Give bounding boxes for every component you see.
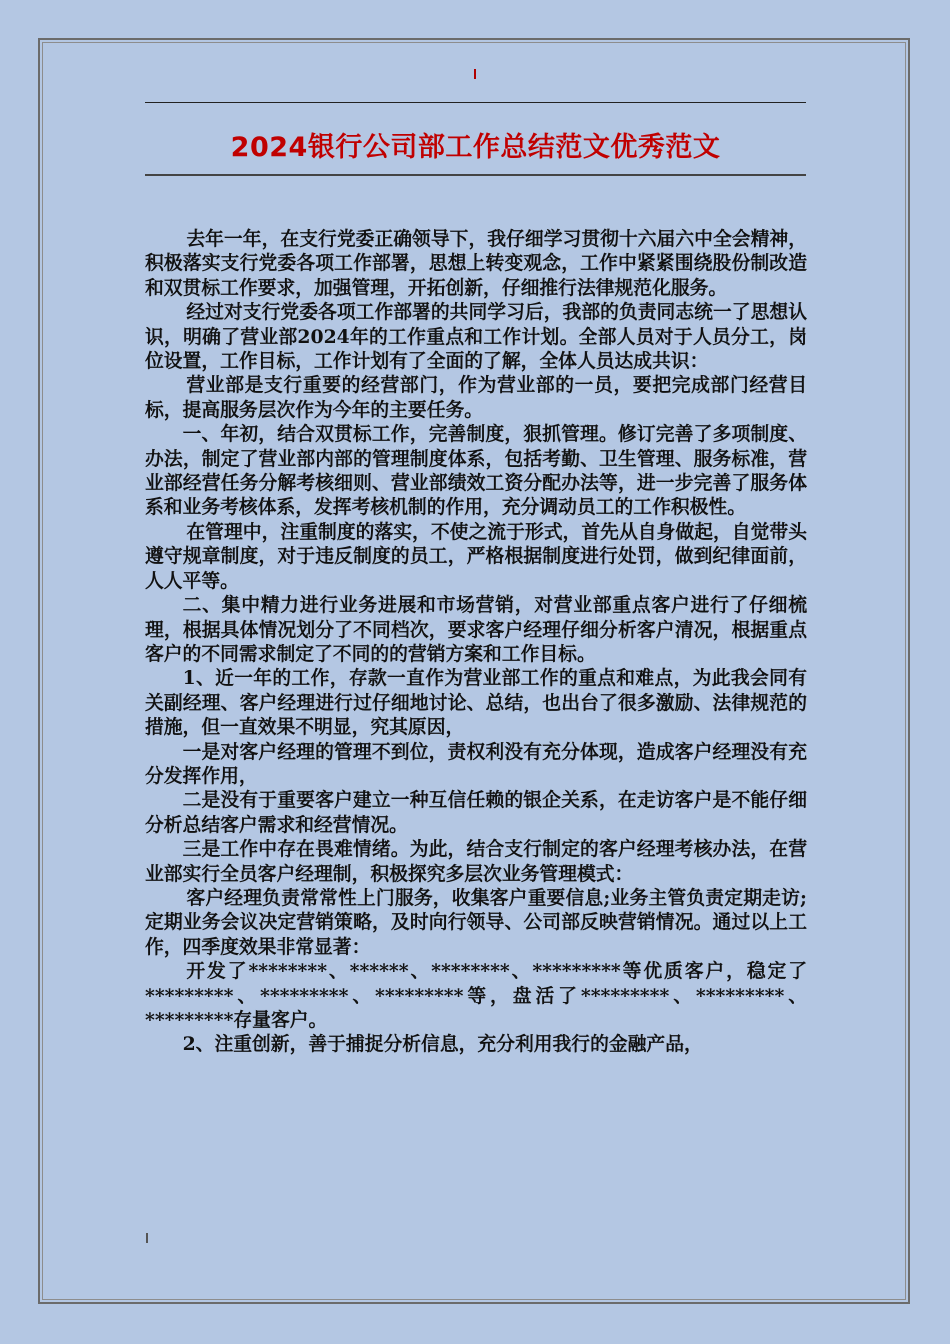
document-body xyxy=(145,227,807,1057)
paragraph: 客户经理负责常常性上门服务，收集客户重要信息;业务主管负责定期走访;定期业务会议决定营销策略，及时向行领导、公司部反映营销情况。通过以上工作，四季度效果非常显著： xyxy=(145,886,807,958)
paragraph: 2、注重创新，善于捕捉分析信息，充分利用我行的金融产品， xyxy=(182,1033,703,1056)
paragraph: 去年一年，在支行党委正确领导下，我仔细学习贯彻十六届六中全会精神，积极落实支行党委各项工作部署，思想上转变观念，工作中紧紧围绕股份制改造和双贯标工作要求，加强管理，开拓创新，仔细推行法律规范化服务。 xyxy=(145,228,807,299)
header-tick-mark xyxy=(474,69,476,79)
paragraph: 一是对客户经理的管理不到位，责权利没有充分体现，造成客户经理没有充分发挥作用， xyxy=(145,740,807,787)
paragraph: 1、近一年的工作，存款一直作为营业部工作的重点和难点，为此我会同有关副经理、客户经理进行过仔细地讨论、总结，也出台了很多激励、法律规范的措施，但一直效果不明显，究其原因， xyxy=(145,667,807,739)
footer-tick-mark xyxy=(146,1233,148,1243)
paragraph: 营业部是支行重要的经营部门，作为营业部的一员，要把完成部门经营目标，提高服务层次作为今年的主要任务。 xyxy=(145,374,807,421)
paragraph: 二、集中精力进行业务进展和市场营销，对营业部重点客户进行了仔细梳理，根据具体情况划分了不同档次，要求客户经理仔细分析客户清况，根据重点客户的不同需求制定了不同的的营销方案和工作目标。 xyxy=(145,594,807,665)
title-underline xyxy=(145,174,806,176)
header-rule xyxy=(145,102,806,103)
paragraph: 一、年初，结合双贯标工作，完善制度，狠抓管理。修订完善了多项制度、办法，制定了营业部内部的管理制度体系，包括考勤、卫生管理、服务标准，营业部经营任务分解考核细则、营业部绩效工资分配办法等，进一步完善了服务体系和业务考核体系，发挥考核机制的作用，充分调动员工的工作积极性。 xyxy=(145,423,807,519)
paragraph: 三是工作中存在畏难情绪。为此，结合支行制定的客户经理考核办法，在营业部实行全员客户经理制，积极探究多层次业务管理模式： xyxy=(145,838,807,885)
paragraph: 经过对支行党委各项工作部署的共同学习后，我部的负责同志统一了思想认识，明确了营业部2024年的工作重点和工作计划。全部人员对于人员分工，岗位设置，工作目标，工作计划有了全面的了解，全体人员达成共识： xyxy=(145,301,807,373)
paragraph: 二是没有于重要客户建立一种互信任赖的银企关系，在走访客户是不能仔细分析总结客户需求和经营情况。 xyxy=(145,789,807,836)
paragraph: 开发了********、******、********、*********等优质客户，稳定了*********、*********、*********等，盘活了*********、*********、*********存量客户。 xyxy=(145,960,807,1031)
paragraph: 在管理中，注重制度的落实，不使之流于形式，首先从自身做起，自觉带头遵守规章制度，对于违反制度的员工，严格根据制度进行处罚，做到纪律面前，人人平等。 xyxy=(145,520,807,592)
document-title: 2024银行公司部工作总结范文优秀范文 xyxy=(230,132,721,163)
